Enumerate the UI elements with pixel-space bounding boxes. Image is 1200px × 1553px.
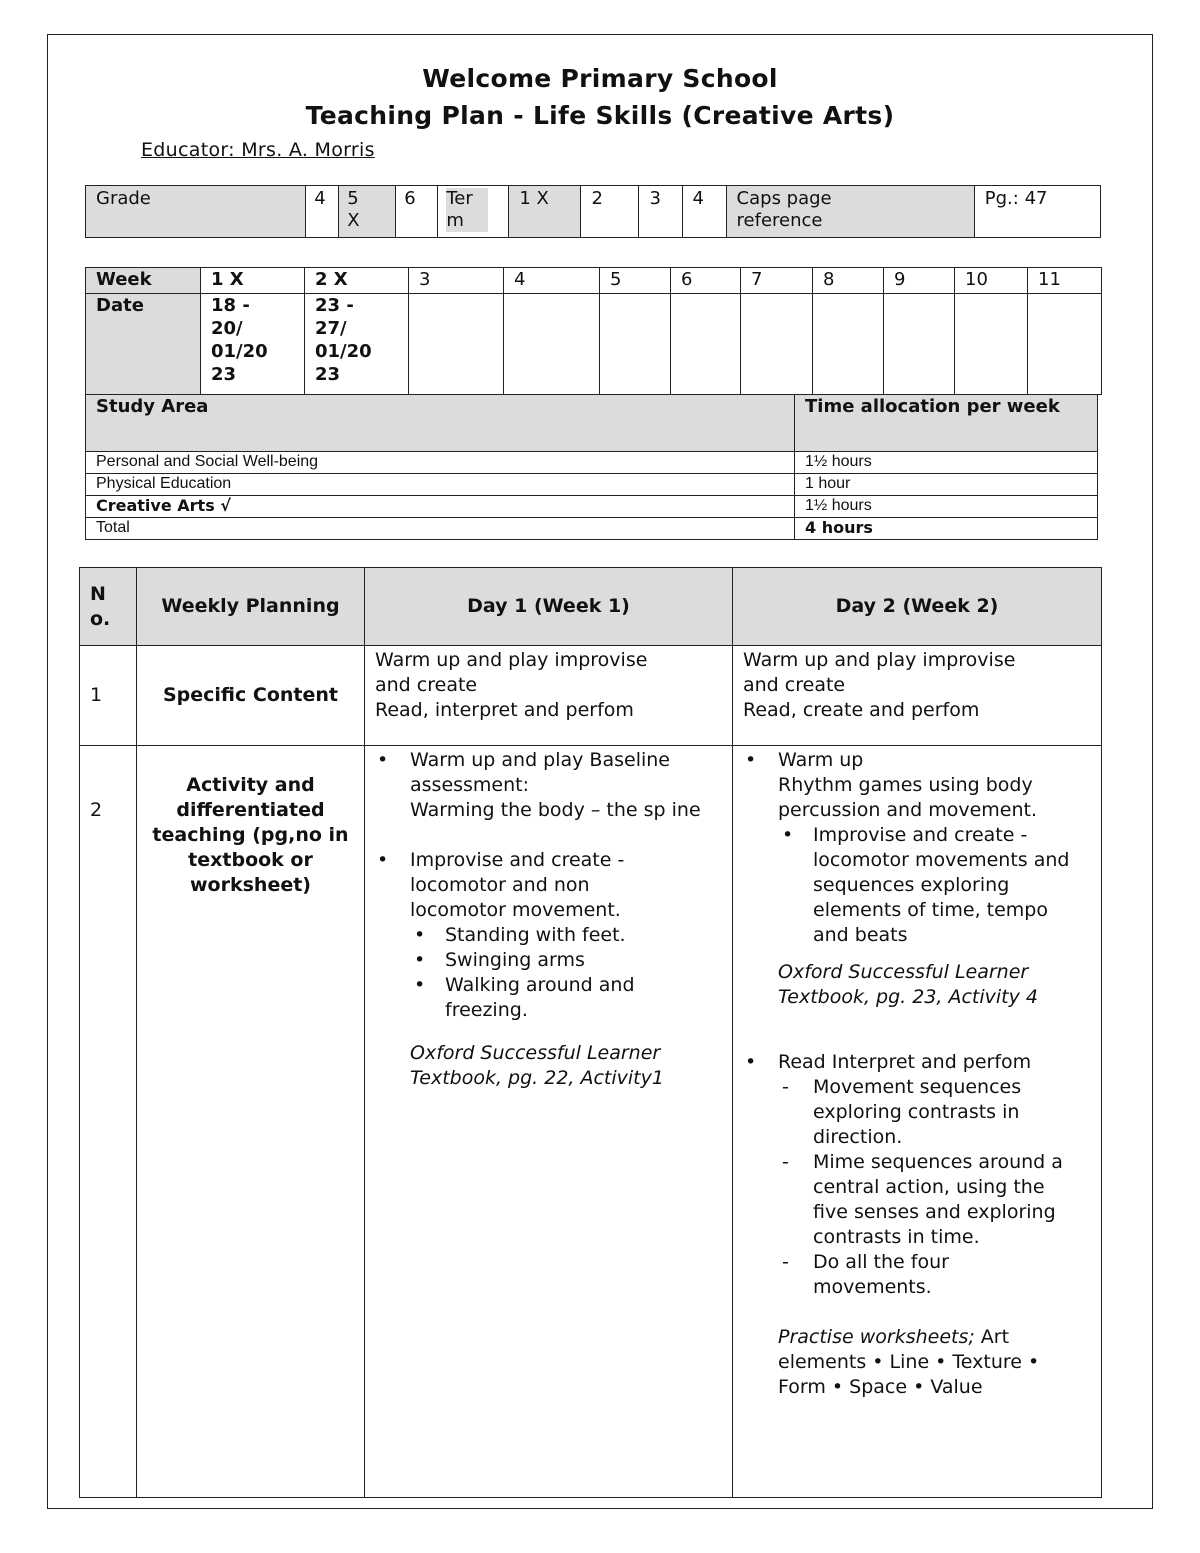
term-label: Term [446, 188, 488, 232]
week-date [504, 294, 600, 395]
day1-sub-item [375, 923, 724, 948]
plan-row-number: 1 [80, 646, 137, 746]
day1-activity-text: Improvise and create -locomotor and non locomotor movement. [410, 849, 625, 921]
day2-content-line: and create [743, 674, 846, 696]
study-area-table [85, 394, 1098, 540]
time-allocation-header: Time allocation per week [795, 395, 1098, 452]
worksheet-label: Practise worksheets; [778, 1326, 975, 1348]
day2-activity-subtext: Rhythm games using body percussion and movement. [778, 774, 1037, 821]
day1-activity-item [375, 748, 724, 823]
day2-specific-content [733, 646, 1102, 746]
study-area-name: Creative Arts √ [86, 496, 795, 518]
term-2: 2 [581, 186, 639, 238]
plan-row-number: 2 [80, 746, 137, 1498]
day2-content-line: Warm up and play improvise [743, 649, 1016, 671]
day2-activity-item [743, 748, 1093, 823]
day1-activity [365, 746, 733, 1498]
study-area-time: 1½ hours [795, 452, 1098, 474]
grade-5-selected [339, 186, 396, 238]
plan-header-no [80, 568, 137, 646]
grade-5-label: 5 X [347, 188, 360, 231]
week-header: 4 [504, 268, 600, 294]
day2-activity-item [743, 1050, 1093, 1075]
week-date [955, 294, 1028, 395]
bullet-icon: • [745, 1051, 757, 1073]
date-label: Date [86, 294, 201, 395]
day1-textbook-reference: Oxford Successful Learner Textbook, pg. 22, Activity1 [410, 1042, 664, 1089]
week-date [671, 294, 741, 395]
week-header: 11 [1028, 268, 1102, 294]
study-area-header: Study Area [86, 395, 795, 452]
day1-sub-text: Swinging arms [445, 949, 585, 971]
day2-dash-item [743, 1150, 1093, 1250]
day2-activity-text: Warm up [778, 749, 864, 771]
plan-title: Teaching Plan - Life Skills (Creative Arts) [305, 101, 895, 130]
day1-activity-text: Warm up and play Baseline assessment: [410, 749, 670, 796]
caps-page-ref: Pg.: 47 [974, 186, 1100, 238]
day2-sub-text: Improvise and create -locomotor movements and sequences exploring elements of time, tempo and beats [813, 824, 1070, 946]
week-header: 8 [813, 268, 884, 294]
day2-content-line: Read, create and perfom [743, 699, 980, 721]
week-header: 3 [409, 268, 504, 294]
week-header: 5 [600, 268, 671, 294]
week-date [813, 294, 884, 395]
day1-sub-item [375, 973, 724, 1023]
study-area-name: Physical Education [86, 474, 795, 496]
day1-activity-subtext: Warming the body – the sp ine [410, 799, 701, 821]
plan-header-day1: Day 1 (Week 1) [365, 568, 733, 646]
week-date: 23 - 27/ 01/20 23 [305, 294, 409, 395]
day2-dash-text: Mime sequences around a central action, using the five senses and exploring contrasts in time. [813, 1151, 1063, 1248]
week-label: Week [86, 268, 201, 294]
bullet-icon: • [414, 949, 426, 971]
week-header: 7 [741, 268, 813, 294]
plan-header-no-text: No. [90, 582, 111, 630]
week-header: 9 [884, 268, 955, 294]
day1-specific-content [365, 646, 733, 746]
day1-sub-item [375, 948, 724, 973]
day2-dash-item [743, 1075, 1093, 1150]
week-header: 6 [671, 268, 741, 294]
day1-sub-text: Standing with feet. [445, 924, 626, 946]
study-area-time: 1½ hours [795, 496, 1098, 518]
day1-sub-text: Walking around and freezing. [445, 974, 635, 1021]
weekly-planning-table [79, 567, 1102, 1498]
day2-worksheet-reference [743, 1325, 1078, 1400]
plan-header-day2: Day 2 (Week 2) [733, 568, 1102, 646]
term-1-selected: 1 X [509, 186, 581, 238]
day2-dash-text: Do all the four movements. [813, 1251, 949, 1298]
bullet-icon: • [414, 974, 426, 996]
week-header: 10 [955, 268, 1028, 294]
day2-sub-item [743, 823, 1093, 948]
day2-activity-text: Read Interpret and perfom [778, 1051, 1032, 1073]
term-4: 4 [682, 186, 726, 238]
dash-icon: - [782, 1251, 789, 1273]
bullet-icon: • [377, 849, 389, 871]
grade-label: Grade [86, 186, 306, 238]
dash-icon: - [782, 1151, 789, 1173]
school-name: Welcome Primary School [422, 64, 778, 93]
caps-label-text: Caps page reference [736, 188, 832, 231]
week-header: 2 X [305, 268, 409, 294]
week-date [884, 294, 955, 395]
week-header: 1 X [201, 268, 305, 294]
bullet-icon: • [745, 749, 757, 771]
bullet-icon: • [377, 749, 389, 771]
study-area-name: Total [86, 518, 795, 540]
grade-4: 4 [306, 186, 339, 238]
day2-dash-text: Movement sequences exploring contrasts in direction. [813, 1076, 1022, 1148]
week-date [600, 294, 671, 395]
term-3: 3 [639, 186, 682, 238]
day1-content-line: Warm up and play improvise [375, 649, 648, 671]
day1-activity-item [375, 848, 724, 923]
plan-header-weekly: Weekly Planning [137, 568, 365, 646]
bullet-icon: • [782, 824, 794, 846]
caps-label [726, 186, 974, 238]
study-area-time: 4 hours [795, 518, 1098, 540]
plan-row-label: Activity and differentiated teaching (pg,no in textbook or worksheet) [137, 746, 365, 1498]
educator-name: Educator: Mrs. A. Morris [141, 139, 375, 161]
dash-icon: - [782, 1076, 789, 1098]
term-label-cell [438, 186, 509, 238]
week-date [409, 294, 504, 395]
plan-row-label: Specific Content [137, 646, 365, 746]
day2-dash-item [743, 1250, 1093, 1300]
study-area-time: 1 hour [795, 474, 1098, 496]
week-date-table [85, 267, 1102, 395]
week-date [1028, 294, 1102, 395]
day1-content-line: and create [375, 674, 478, 696]
study-area-name: Personal and Social Well-being [86, 452, 795, 474]
week-date [741, 294, 813, 395]
grade-6: 6 [396, 186, 438, 238]
week-date: 18 - 20/ 01/20 23 [201, 294, 305, 395]
day2-activity [733, 746, 1102, 1498]
art-elements-text: Art elements • Line • Texture • Form • Space • Value [778, 1326, 1040, 1398]
grade-term-table [85, 185, 1101, 238]
day2-textbook-reference: Oxford Successful Learner Textbook, pg. 23, Activity 4 [778, 961, 1039, 1008]
day1-content-line: Read, interpret and perfom [375, 699, 634, 721]
bullet-icon: • [414, 924, 426, 946]
